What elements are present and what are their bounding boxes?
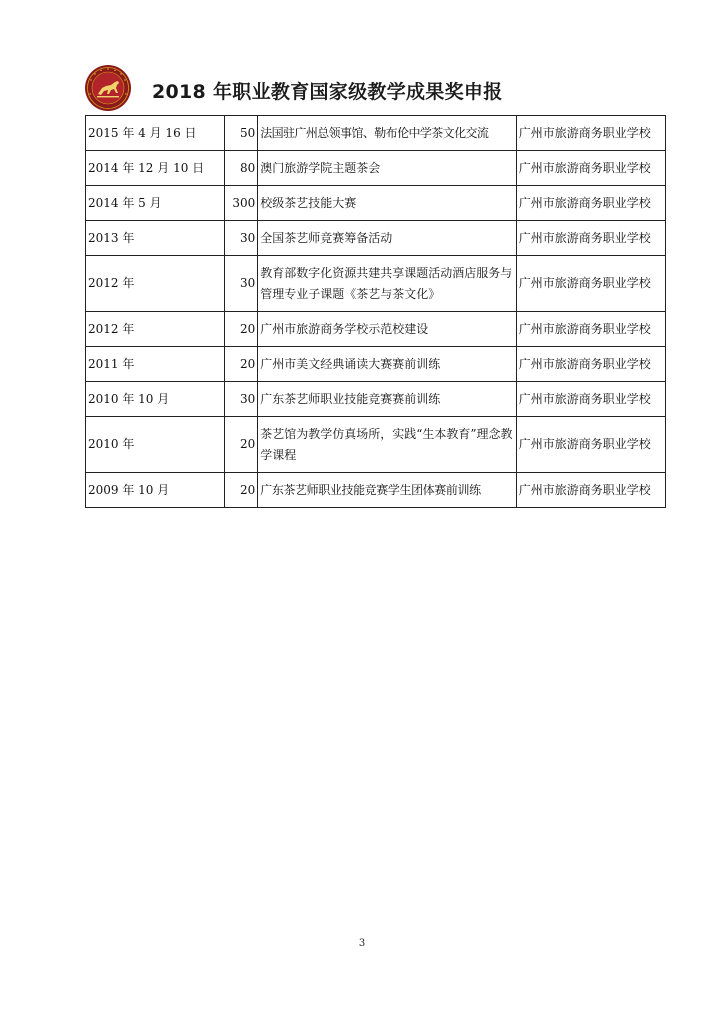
date-cell: 2014 年 5 月 <box>86 186 225 221</box>
table-row <box>86 221 666 256</box>
unit-cell: 广州市旅游商务职业学校 <box>516 417 665 473</box>
participant-count-cell: 20 <box>225 347 258 382</box>
date-cell: 2011 年 <box>86 347 225 382</box>
date-cell: 2010 年 <box>86 417 225 473</box>
participant-count-cell: 20 <box>225 312 258 347</box>
table-row <box>86 151 666 186</box>
participant-count-cell: 30 <box>225 221 258 256</box>
unit-cell: 广州市旅游商务职业学校 <box>516 151 665 186</box>
participant-count-cell: 20 <box>225 473 258 508</box>
activity-cell: 广东茶艺师职业技能竞赛赛前训练 <box>258 382 516 417</box>
date-cell: 2014 年 12 月 10 日 <box>86 151 225 186</box>
unit-cell: 广州市旅游商务职业学校 <box>516 347 665 382</box>
unit-cell: 广州市旅游商务职业学校 <box>516 473 665 508</box>
table-row <box>86 116 666 151</box>
date-cell: 2013 年 <box>86 221 225 256</box>
activity-cell: 茶艺馆为教学仿真场所，实践“生本教育”理念教学课程 <box>258 417 516 473</box>
date-cell: 2010 年 10 月 <box>86 382 225 417</box>
activity-cell: 广州市旅游商务学校示范校建设 <box>258 312 516 347</box>
activity-cell: 广东茶艺师职业技能竞赛学生团体赛前训练 <box>258 473 516 508</box>
table-row <box>86 186 666 221</box>
activity-cell: 广州市美文经典诵读大赛赛前训练 <box>258 347 516 382</box>
activity-cell: 校级茶艺技能大赛 <box>258 186 516 221</box>
activity-cell: 教育部数字化资源共建共享课题活动酒店服务与管理专业子课题《茶艺与茶文化》 <box>258 256 516 312</box>
table-row <box>86 417 666 473</box>
table-row <box>86 473 666 508</box>
page-title: 2018 年职业教育国家级教学成果奖申报 <box>152 81 503 103</box>
school-emblem-horse-icon <box>84 64 132 112</box>
table-row <box>86 382 666 417</box>
table-row <box>86 347 666 382</box>
table-row <box>86 256 666 312</box>
page-number: 3 <box>358 938 366 949</box>
activity-table <box>85 115 666 508</box>
unit-cell: 广州市旅游商务职业学校 <box>516 186 665 221</box>
unit-cell: 广州市旅游商务职业学校 <box>516 382 665 417</box>
unit-cell: 广州市旅游商务职业学校 <box>516 312 665 347</box>
activity-cell: 澳门旅游学院主题茶会 <box>258 151 516 186</box>
activity-cell: 法国驻广州总领事馆、勒布伦中学茶文化交流 <box>258 116 516 151</box>
participant-count-cell: 300 <box>225 186 258 221</box>
participant-count-cell: 30 <box>225 382 258 417</box>
participant-count-cell: 30 <box>225 256 258 312</box>
unit-cell: 广州市旅游商务职业学校 <box>516 221 665 256</box>
unit-cell: 广州市旅游商务职业学校 <box>516 116 665 151</box>
participant-count-cell: 50 <box>225 116 258 151</box>
table-row <box>86 312 666 347</box>
activity-cell: 全国茶艺师竞赛筹备活动 <box>258 221 516 256</box>
date-cell: 2012 年 <box>86 256 225 312</box>
unit-cell: 广州市旅游商务职业学校 <box>516 256 665 312</box>
date-cell: 2015 年 4 月 16 日 <box>86 116 225 151</box>
participant-count-cell: 80 <box>225 151 258 186</box>
date-cell: 2009 年 10 月 <box>86 473 225 508</box>
date-cell: 2012 年 <box>86 312 225 347</box>
page-header <box>84 64 669 114</box>
participant-count-cell: 20 <box>225 417 258 473</box>
